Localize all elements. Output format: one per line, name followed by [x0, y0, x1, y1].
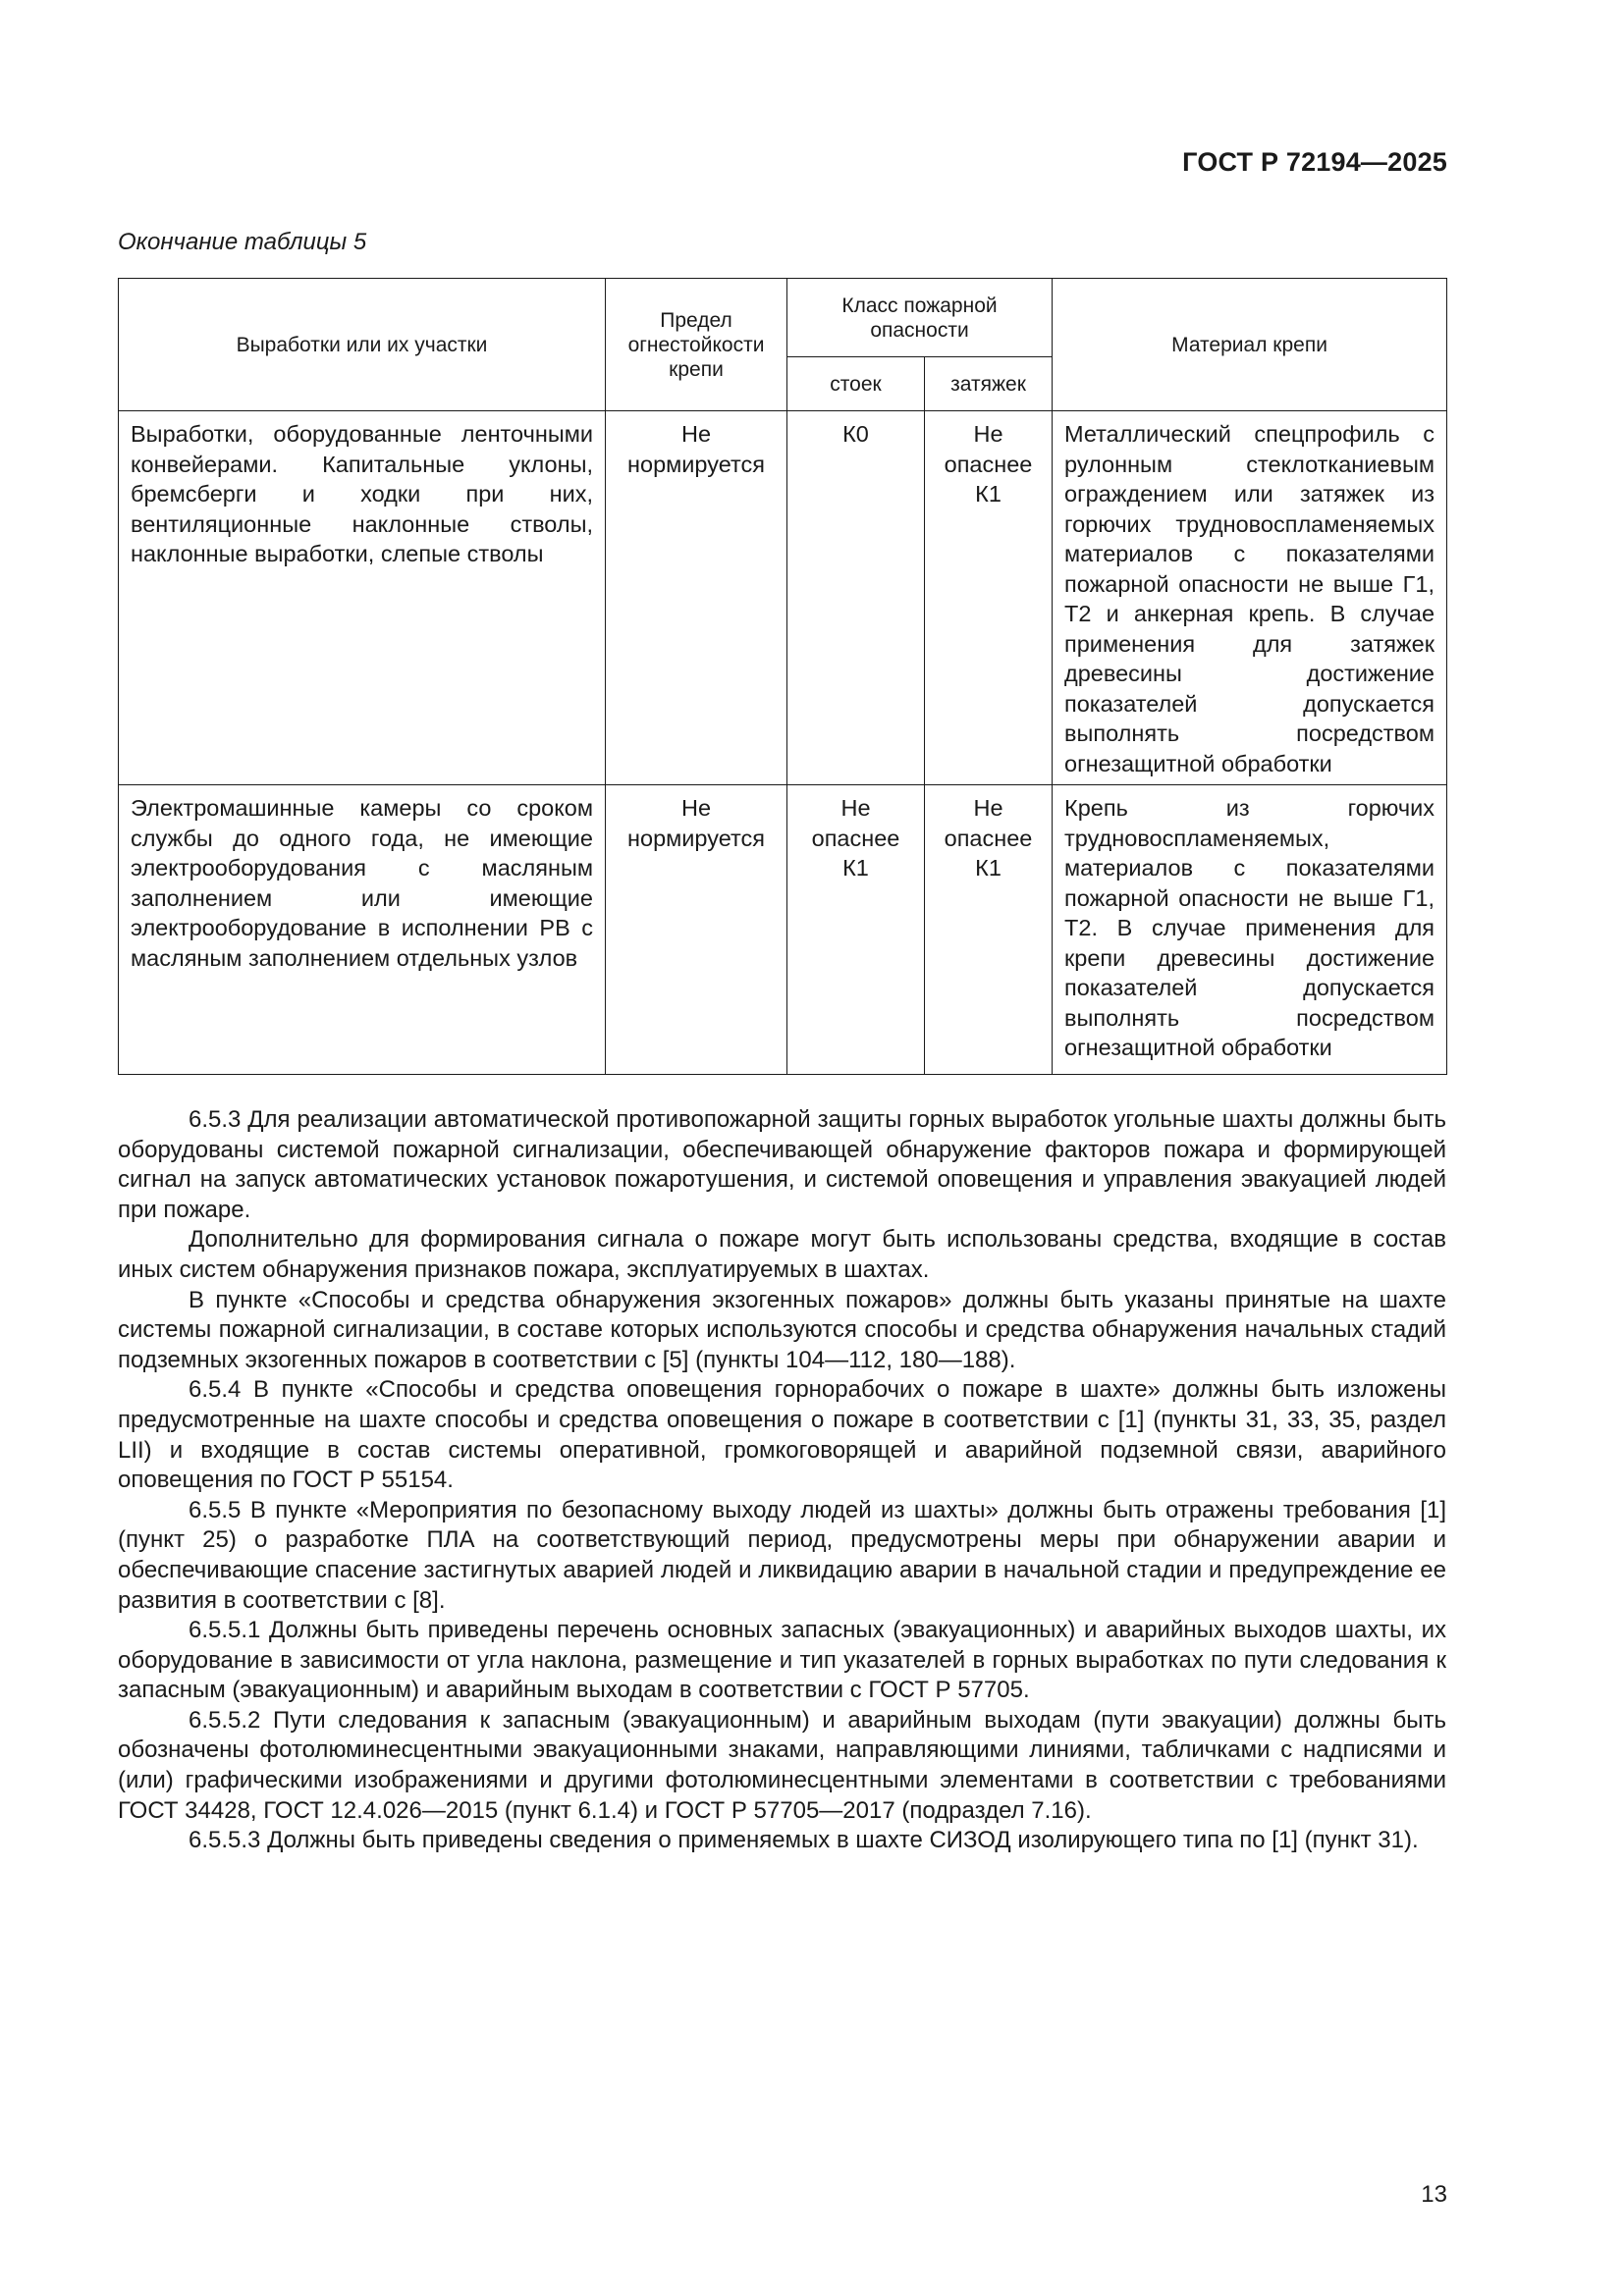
paragraph-6-5-3: 6.5.3 Для реализации автоматической противопожарной защиты горных выработок угольные шахты должны быть оборудованы системой пожарной сигнализации, обеспечивающей обнаружение факторов пожара и формирующей сигнал на запуск автоматических установок пожаротушения, и системой оповещения и управления эвакуацией людей при пожаре. — [118, 1106, 1446, 1223]
header-posts: стоек — [787, 357, 925, 411]
cell-fire-resistance: Не нормируется — [606, 411, 787, 785]
cell-lagging: Не опаснее К1 — [925, 411, 1053, 785]
header-fire-hazard-class: Класс пожарной опасности — [787, 279, 1053, 357]
cell-fire-resistance: Не нормируется — [606, 785, 787, 1075]
paragraph-exogenous-fires: В пункте «Способы и средства обнаружения экзогенных пожаров» должны быть указаны принятые на шахте системы пожарной сигнализации, в составе которых используются способы и средства обнаружения начальных стадий подземных экзогенных пожаров в соответствии с [5] (пункты 104—112, 180—188). — [118, 1286, 1446, 1373]
page-number: 13 — [1421, 2181, 1447, 2208]
cell-material: Металлический спецпрофиль с рулонным стеклотканиевым ограждением или затяжек из горючих трудновоспламеняемых материалов с показателями пожарной опасности не выше Г1, Т2 и анкерная крепь. В случае применения для затяжек древесины достижение показателей допускается выполнять посредством огнезащитной обработки — [1053, 411, 1447, 785]
header-fire-resistance: Предел огнестойкости крепи — [606, 279, 787, 411]
cell-lagging: Не опаснее К1 — [925, 785, 1053, 1075]
cell-posts: Не опаснее К1 — [787, 785, 925, 1075]
cell-workings: Электромашинные камеры со сроком службы до одного года, не имеющие электрооборудования с масляным заполнением или имеющие электрооборудование в исполнении РВ с масляным заполнением отдельных узлов — [119, 785, 606, 1075]
cell-material: Крепь из горючих трудновоспламеняемых, материалов с показателями пожарной опасности не выше Г1, Т2. В случае применения для крепи древесины достижение показателей допускается выполнять посредством огнезащитной обработки — [1053, 785, 1447, 1075]
header-lagging: затяжек — [925, 357, 1053, 411]
cell-workings: Выработки, оборудованные ленточными конвейерами. Капитальные уклоны, бремсберги и ходки при них, вентиляционные наклонные стволы, наклонные выработки, слепые стволы — [119, 411, 606, 785]
page-header-standard: ГОСТ Р 72194—2025 — [1182, 147, 1447, 177]
cell-posts: К0 — [787, 411, 925, 785]
paragraph-6-5-5: 6.5.5 В пункте «Мероприятия по безопасному выходу людей из шахты» должны быть отражены требования [1] (пункт 25) о разработке ПЛА на соответствующий период, предусмотрены меры при обнаружении аварии и обеспечивающие спасение застигнутых аварией людей и ликвидацию аварии в начальной стадии и предупреждение ее развития в соответствии с [8]. — [118, 1496, 1446, 1614]
fire-class-table — [118, 278, 1447, 1075]
header-material: Материал крепи — [1053, 279, 1447, 411]
paragraph-6-5-5-1: 6.5.5.1 Должны быть приведены перечень основных запасных (эвакуационных) и аварийных выходов шахты, их оборудование в зависимости от угла наклона, размещение и тип указателей в горных выработках по пути следования к запасным (эвакуационным) и аварийным выходам в соответствии с ГОСТ Р 57705. — [118, 1617, 1446, 1704]
header-workings: Выработки или их участки — [119, 279, 606, 411]
table-caption: Окончание таблицы 5 — [118, 229, 367, 255]
paragraph-6-5-5-2: 6.5.5.2 Пути следования к запасным (эвакуационным) и аварийным выходам (пути эвакуации) должны быть обозначены фотолюминесцентными эвакуационными знаками, направляющими линиями, табличками с надписями и (или) графическими изображениями и другими фотолюминесцентными элементами в соответствии с требованиями ГОСТ 34428, ГОСТ 12.4.026—2015 (пункт 6.1.4) и ГОСТ Р 57705—2017 (подраздел 7.16). — [118, 1706, 1446, 1824]
paragraph-additional-means: Дополнительно для формирования сигнала о пожаре могут быть использованы средства, входящие в состав иных систем обнаружения признаков пожара, эксплуатируемых в шахтах. — [118, 1226, 1446, 1283]
table-row — [119, 785, 1447, 1075]
paragraph-6-5-4: 6.5.4 В пункте «Способы и средства оповещения горнорабочих о пожаре в шахте» должны быть изложены предусмотренные на шахте способы и средства оповещения о пожаре в соответствии с [1] (пункты 31, 33, 35, раздел LII) и входящие в состав системы оперативной, громкоговорящей и аварийной подземной связи, аварийного оповещения по ГОСТ Р 55154. — [118, 1376, 1446, 1494]
table-row — [119, 411, 1447, 785]
paragraph-6-5-5-3: 6.5.5.3 Должны быть приведены сведения о применяемых в шахте СИЗОД изолирующего типа по [1] (пункт 31). — [189, 1827, 1419, 1854]
body-text — [118, 1105, 1446, 1856]
